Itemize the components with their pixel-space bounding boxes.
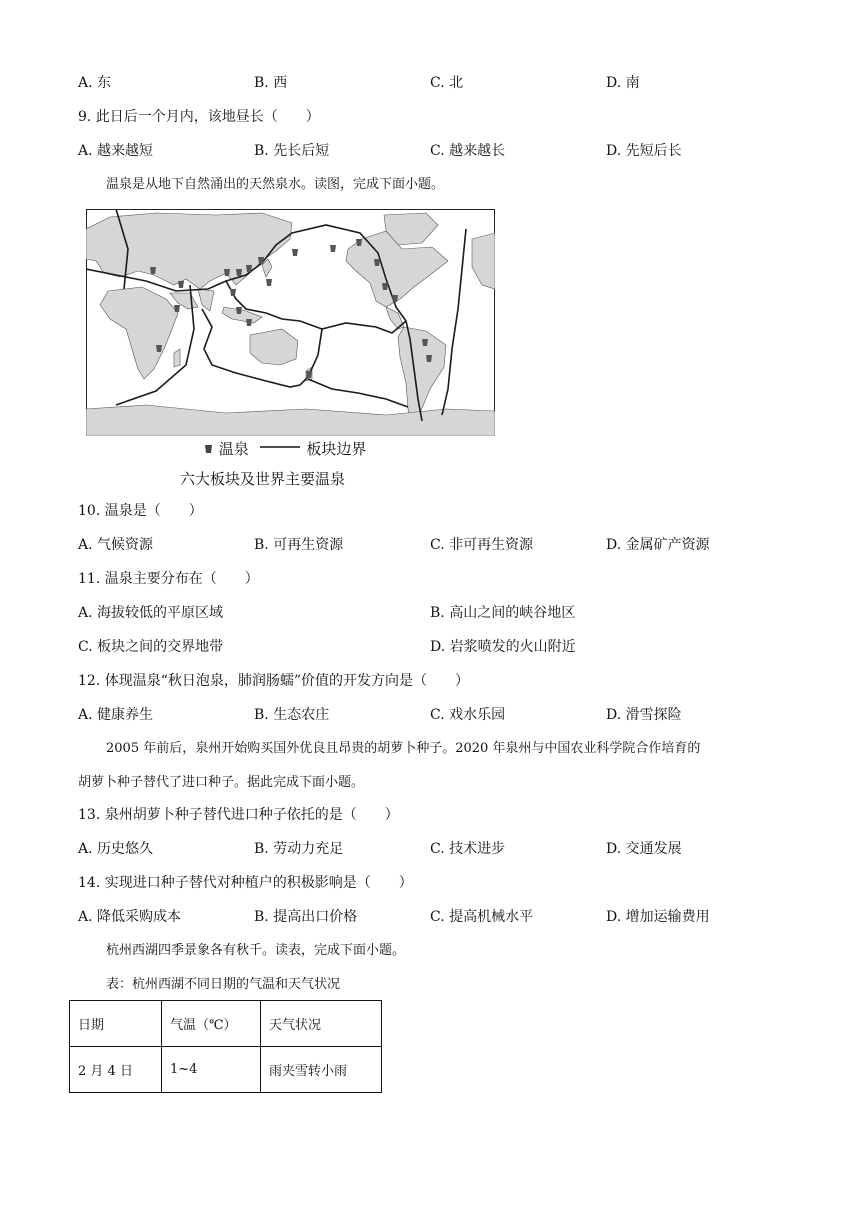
hotspring-intro: 温泉是从地下自然涌出的天然泉水。读图，完成下面小题。 — [106, 177, 445, 192]
q8-option-c: C. 北 — [430, 75, 464, 91]
header-date: 日期 — [70, 1001, 162, 1047]
map-legend — [204, 438, 366, 459]
q8-option-d: D. 南 — [606, 75, 640, 91]
q13-option-d: D. 交通发展 — [606, 841, 682, 857]
header-weather: 天气状况 — [261, 1001, 382, 1047]
q11-option-c: C. 板块之间的交界地带 — [78, 639, 224, 655]
table-caption: 表：杭州西湖不同日期的气温和天气状况 — [106, 977, 341, 992]
q9-option-c: C. 越来越长 — [430, 143, 506, 159]
tectonic-plates-map — [86, 209, 495, 436]
boundary-line-icon — [258, 442, 302, 452]
q10-option-d: D. 金属矿产资源 — [606, 537, 710, 553]
q12-stem: 12. 体现温泉“秋日泡泉，肺润肠蠕”价值的开发方向是（ ） — [78, 673, 470, 689]
cell-weather: 雨夹雪转小雨 — [261, 1047, 382, 1093]
q11-stem: 11. 温泉主要分布在（ ） — [78, 571, 259, 587]
q14-option-a: A. 降低采购成本 — [78, 909, 182, 925]
cell-date: 2 月 4 日 — [70, 1047, 162, 1093]
q9-option-d: D. 先短后长 — [606, 143, 682, 159]
q9-option-b: B. 先长后短 — [254, 143, 330, 159]
carrot-intro-line-2: 胡萝卜种子替代了进口种子。据此完成下面小题。 — [78, 775, 365, 790]
q12-option-b: B. 生态农庄 — [254, 707, 330, 723]
q10-option-c: C. 非可再生资源 — [430, 537, 534, 553]
q13-option-c: C. 技术进步 — [430, 841, 506, 857]
q10-option-a: A. 气候资源 — [78, 537, 154, 553]
header-temperature: 气温（℃） — [162, 1001, 261, 1047]
q13-option-a: A. 历史悠久 — [78, 841, 154, 857]
carrot-intro-line-1: 2005 年前后，泉州开始购买国外优良且昂贵的胡萝卜种子。2020 年泉州与中国农业科学院合作培育的 — [106, 741, 701, 756]
legend-spring-label: 温泉 — [218, 440, 249, 458]
cell-temperature: 1~4 — [162, 1047, 261, 1093]
table-header-row — [70, 1001, 382, 1047]
map-caption: 六大板块及世界主要温泉 — [180, 470, 346, 488]
q11-option-a: A. 海拔较低的平原区域 — [78, 605, 224, 621]
q12-option-c: C. 戏水乐园 — [430, 707, 506, 723]
q14-stem: 14. 实现进口种子替代对种植户的积极影响是（ ） — [78, 875, 413, 891]
q10-stem: 10. 温泉是（ ） — [78, 503, 203, 519]
q9-stem: 9. 此日后一个月内，该地昼长（ ） — [78, 109, 320, 125]
q11-option-b: B. 高山之间的峡谷地区 — [430, 605, 576, 621]
q14-option-c: C. 提高机械水平 — [430, 909, 534, 925]
q13-stem: 13. 泉州胡萝卜种子替代进口种子依托的是（ ） — [78, 807, 399, 823]
q8-option-b: B. 西 — [254, 75, 288, 91]
legend-boundary-label: 板块边界 — [306, 440, 367, 458]
hot-spring-icon — [204, 443, 214, 455]
westlake-intro: 杭州西湖四季景象各有秋千。读表，完成下面小题。 — [106, 943, 406, 958]
q11-option-d: D. 岩浆喷发的火山附近 — [430, 639, 576, 655]
q12-option-a: A. 健康养生 — [78, 707, 154, 723]
q10-option-b: B. 可再生资源 — [254, 537, 344, 553]
q12-option-d: D. 滑雪探险 — [606, 707, 682, 723]
weather-table — [69, 1000, 382, 1093]
table-row — [70, 1047, 382, 1093]
q13-option-b: B. 劳动力充足 — [254, 841, 344, 857]
q14-option-d: D. 增加运输费用 — [606, 909, 710, 925]
q14-option-b: B. 提高出口价格 — [254, 909, 358, 925]
q9-option-a: A. 越来越短 — [78, 143, 154, 159]
q8-option-a: A. 东 — [78, 75, 112, 91]
